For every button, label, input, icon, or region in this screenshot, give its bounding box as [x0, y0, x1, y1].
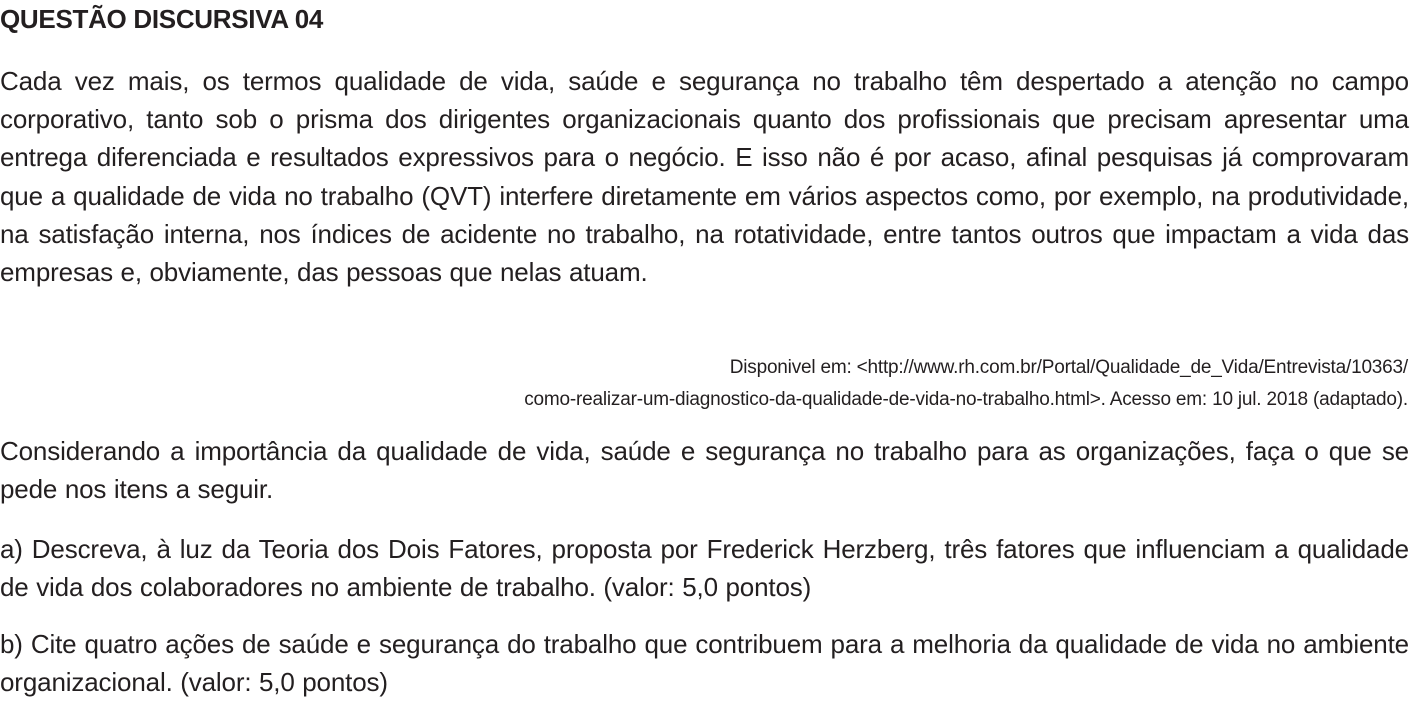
question-title: QUESTÃO DISCURSIVA 04: [0, 4, 324, 34]
intro-paragraph: Cada vez mais, os termos qualidade de vida, saúde e segurança no trabalho têm despertado a atenção no campo corporativo, tanto sob o prisma dos dirigentes organizacionais quanto dos profissionais que precisam apresentar uma entrega diferenciada e resultados expressivos para o negócio. E isso não é por acaso, afinal pesquisas já comprovaram que a qualidade de vida no trabalho (QVT) interfere diretamente em vários aspectos como, por exemplo, na produtividade, na satisfação interna, nos índices de acidente no trabalho, na rotatividade, entre tantos outros que impactam a vida das empresas e, obviamente, das pessoas que nelas atuam.: [0, 66, 1409, 288]
instruction-paragraph: Considerando a importância da qualidade de vida, saúde e segurança no trabalho para as organizações, faça o que se pede nos itens a seguir.: [0, 436, 1409, 505]
item-a: a) Descreva, à luz da Teoria dos Dois Fatores, proposta por Frederick Herzberg, três fatores que influenciam a qualidade de vida dos colaboradores no ambiente de trabalho. (valor: 5,0 pontos): [0, 534, 1409, 603]
source-citation-line-2: como-realizar-um-diagnostico-da-qualidade-de-vida-no-trabalho.html>. Acesso em: 10 jul. 2018 (adaptado).: [524, 389, 1408, 410]
source-citation: [524, 352, 1408, 416]
item-b: b) Cite quatro ações de saúde e segurança do trabalho que contribuem para a melhoria da qualidade de vida no ambiente organizacional. (valor: 5,0 pontos): [0, 629, 1409, 698]
source-citation-line-1: Disponivel em: <http://www.rh.com.br/Portal/Qualidade_de_Vida/Entrevista/10363/: [729, 357, 1408, 378]
